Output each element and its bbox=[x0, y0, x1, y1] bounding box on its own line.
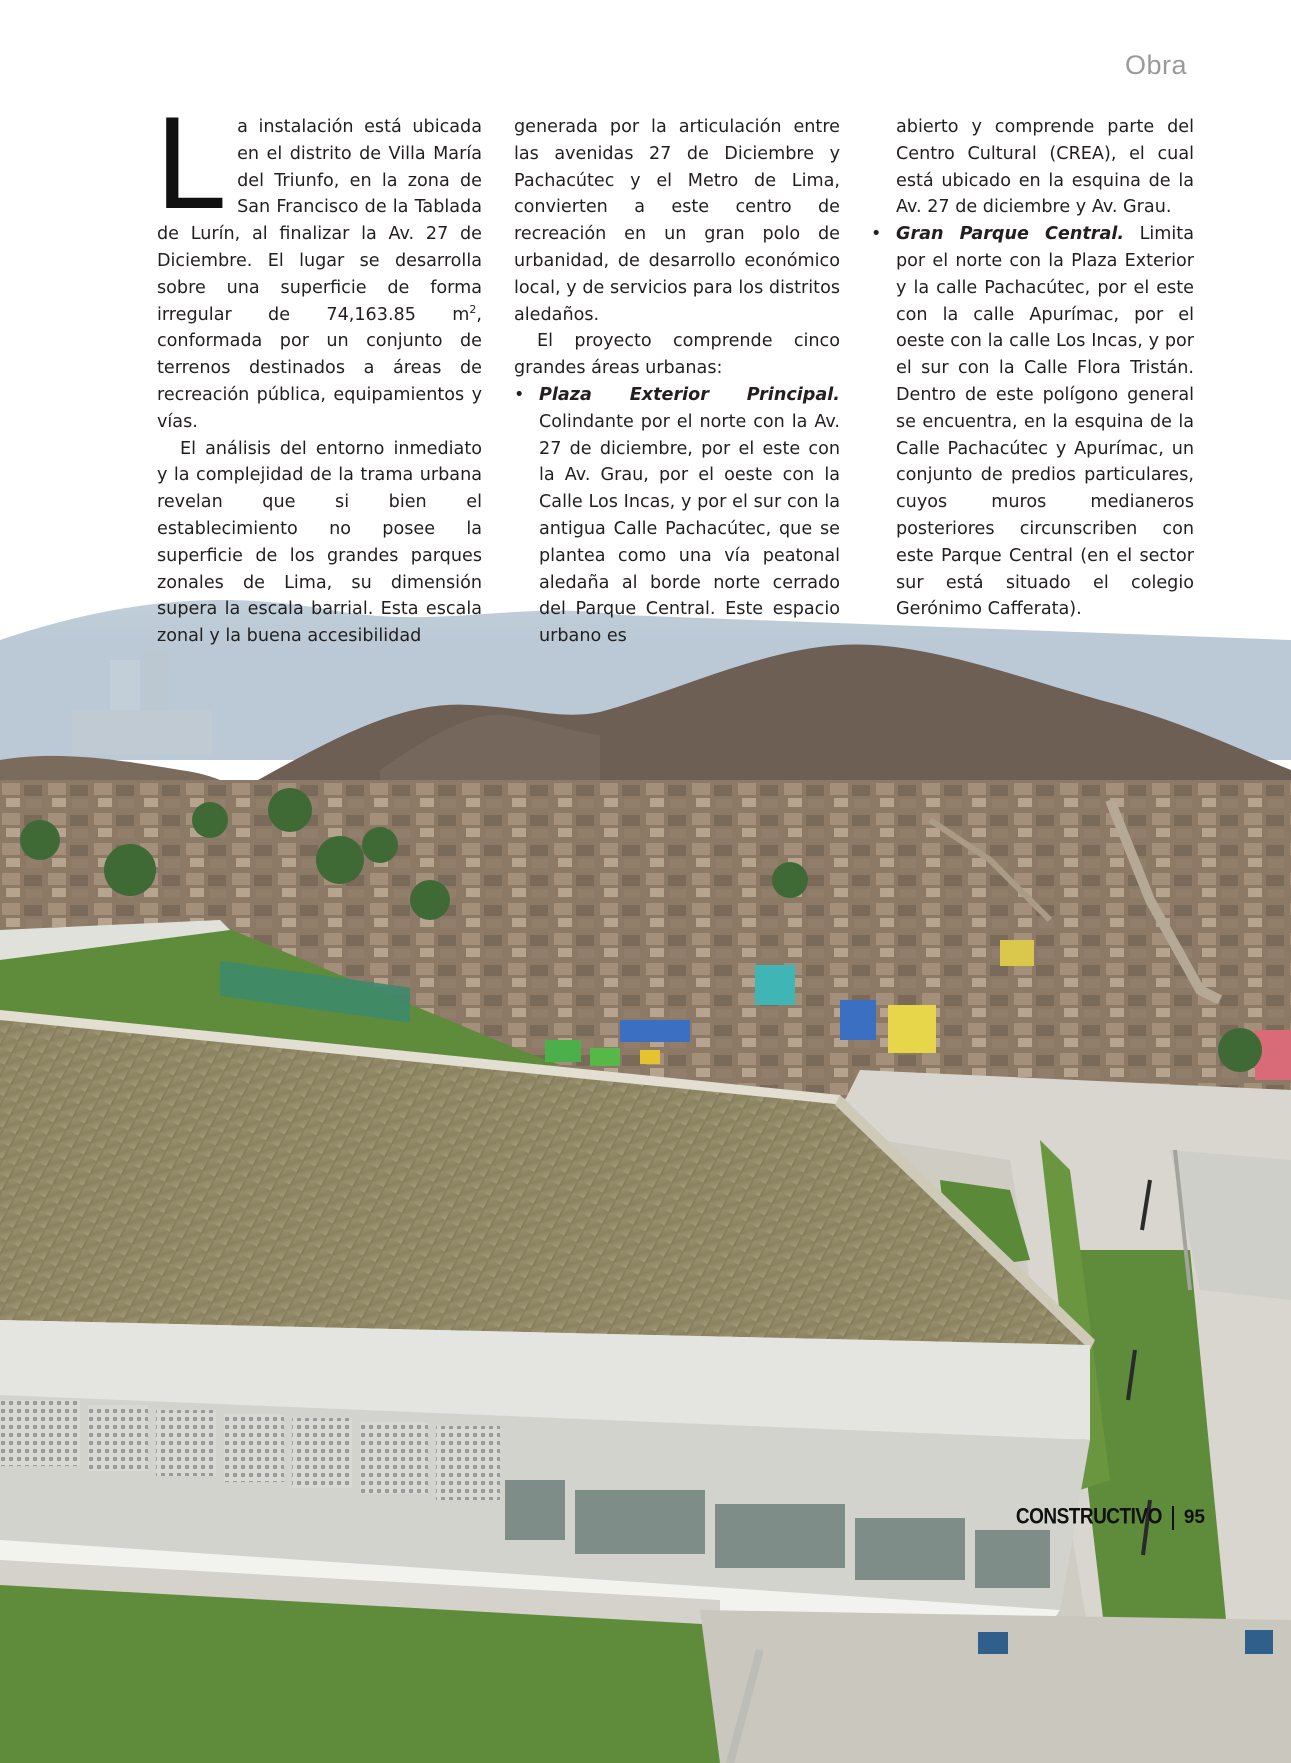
bullet-item bbox=[871, 221, 1194, 623]
bullet-title: Gran Parque Central. bbox=[896, 224, 1125, 245]
article-paragraph: generada por la articulación entre las avenidas 27 de Diciembre y Pachacútec y el Metro de Lima, convierten a este centro de recreación en un gran polo de urbanidad, de desarrollo económico local, y de servicios para los distritos aledaños. bbox=[514, 117, 840, 325]
article-paragraph: El proyecto comprende cinco grandes áreas urbanas: bbox=[514, 331, 840, 379]
article-column-1 bbox=[154, 94, 482, 650]
superscript: 2 bbox=[469, 302, 477, 316]
paragraph-text: abierto y comprende parte del Centro Cultural (CREA), el cual está ubicado en la esquina de la Av. 27 de diciembre y Av. Grau. bbox=[896, 117, 1194, 218]
article-column-3 bbox=[871, 114, 1194, 623]
magazine-name: CONSTRUCTIVO bbox=[1015, 1505, 1162, 1530]
paragraph-text: a instalación está ubicada en el distrito de Villa María del Triunfo, en la zona de San Francisco de la Tablada de Lurín, al finalizar la Av. 27 de Diciembre. El lugar se desarrolla sobre una superficie de forma irregular de 74,163.85 m bbox=[157, 117, 482, 325]
page-footer bbox=[1016, 1506, 1205, 1530]
article-paragraph: El análisis del entorno inmediato y la complejidad de la trama urbana revelan que si bien el establecimiento no posee la superficie de los grandes parques zonales de Lima, su dimensión supera la escala barrial. Esta escala zonal y la buena accesibilidad bbox=[157, 438, 482, 647]
page-number: 95 bbox=[1183, 1507, 1205, 1528]
bullet-text: Colindante por el norte con la Av. 27 de diciembre, por el este con la Av. Grau, por el oeste con la Calle Los Incas, y por el sur con la antigua Calle Pachacútec, que se plantea como una vía peatonal aledaña al borde norte cerrado del Parque Central. Este espacio urbano es bbox=[539, 411, 840, 647]
article-paragraph bbox=[896, 114, 1194, 221]
bullet-marker: • bbox=[514, 384, 525, 405]
section-label: Obra bbox=[1124, 50, 1187, 80]
bullet-marker: • bbox=[871, 224, 882, 245]
bullet-title: Plaza Exterior Principal. bbox=[539, 384, 840, 405]
dropcap: L bbox=[154, 94, 224, 238]
article-paragraph bbox=[154, 94, 482, 436]
bullet-text: Limita por el norte con la Plaza Exterior y la calle Pachacútec, por el este con la calle Apurímac, por el oeste con la calle Los Incas, y por el sur con la Calle Flora Tristán. Dentro de este polígono general se encuentra, en la esquina de la Calle Pachacútec y Apurímac, un conjunto de predios particulares, cuyos muros medianeros posteriores circunscriben con este Parque Central (en el sector sur está situado el colegio Gerónimo Cafferata). bbox=[896, 224, 1194, 620]
paragraph-text: , conformada por un conjunto de terrenos destinados a áreas de recreación pública, equipamientos y vías. bbox=[157, 304, 482, 432]
article-column-2 bbox=[514, 114, 840, 650]
bullet-item bbox=[514, 382, 840, 650]
footer-divider bbox=[1172, 1506, 1174, 1530]
